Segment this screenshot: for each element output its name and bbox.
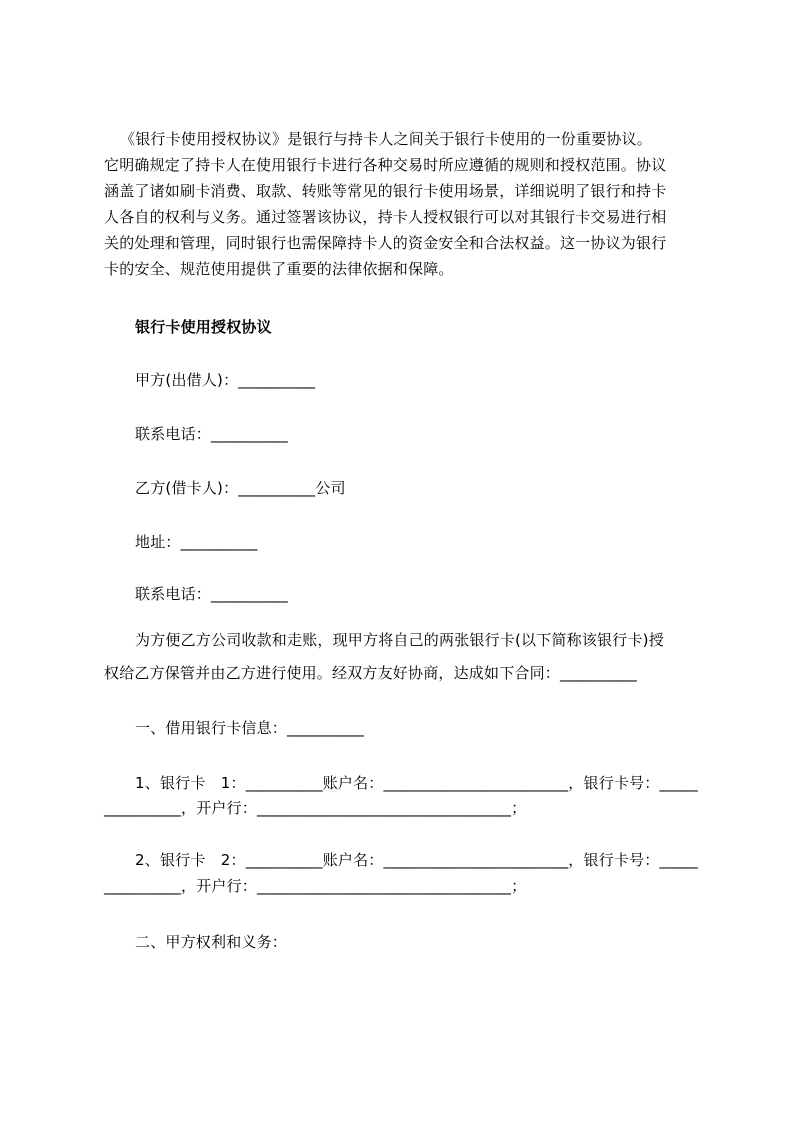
intro-line: 人各自的权利与义务。通过签署该协议，持卡人授权银行可以对其银行卡交易进行相 bbox=[104, 208, 667, 226]
card1-line: __________，开户行：_________________________________； bbox=[104, 799, 527, 817]
intro-line: 涵盖了诸如刷卡消费、取款、转账等常见的银行卡使用场景，详细说明了银行和持卡 bbox=[104, 182, 667, 200]
party-a-field: 甲方(出借人)：__________ bbox=[135, 371, 316, 389]
intro-line: 关的处理和管理，同时银行也需保障持卡人的资金安全和合法权益。这一协议为银行 bbox=[104, 234, 667, 252]
document-title: 银行卡使用授权协议 bbox=[135, 318, 272, 336]
preamble-line: 为方便乙方公司收款和走账，现甲方将自己的两张银行卡(以下简称该银行卡)授 bbox=[135, 631, 664, 649]
preamble-line: 权给乙方保管并由乙方进行使用。经双方友好协商，达成如下合同：__________ bbox=[104, 664, 638, 682]
section2-heading: 二、甲方权利和义务： bbox=[135, 933, 288, 951]
intro-line: 《银行卡使用授权协议》是银行与持卡人之间关于银行卡使用的一份重要协议。 bbox=[120, 130, 653, 148]
card2-line: 2、银行卡 2：__________账户名：________________________，银行卡号：_____ bbox=[135, 851, 698, 869]
section1-heading: 一、借用银行卡信息：__________ bbox=[135, 719, 365, 737]
intro-line: 卡的安全、规范使用提供了重要的法律依据和保障。 bbox=[104, 260, 454, 278]
phone-b-field: 联系电话：__________ bbox=[135, 585, 289, 603]
phone-a-field: 联系电话：__________ bbox=[135, 425, 289, 443]
card1-line: 1、银行卡 1：__________账户名：________________________，银行卡号：_____ bbox=[135, 774, 698, 792]
party-b-field: 乙方(借卡人)：__________公司 bbox=[135, 479, 346, 497]
intro-line: 它明确规定了持卡人在使用银行卡进行各种交易时所应遵循的规则和授权范围。协议 bbox=[104, 156, 667, 174]
card2-line: __________，开户行：_________________________________； bbox=[104, 877, 527, 895]
address-field: 地址：__________ bbox=[135, 533, 258, 551]
